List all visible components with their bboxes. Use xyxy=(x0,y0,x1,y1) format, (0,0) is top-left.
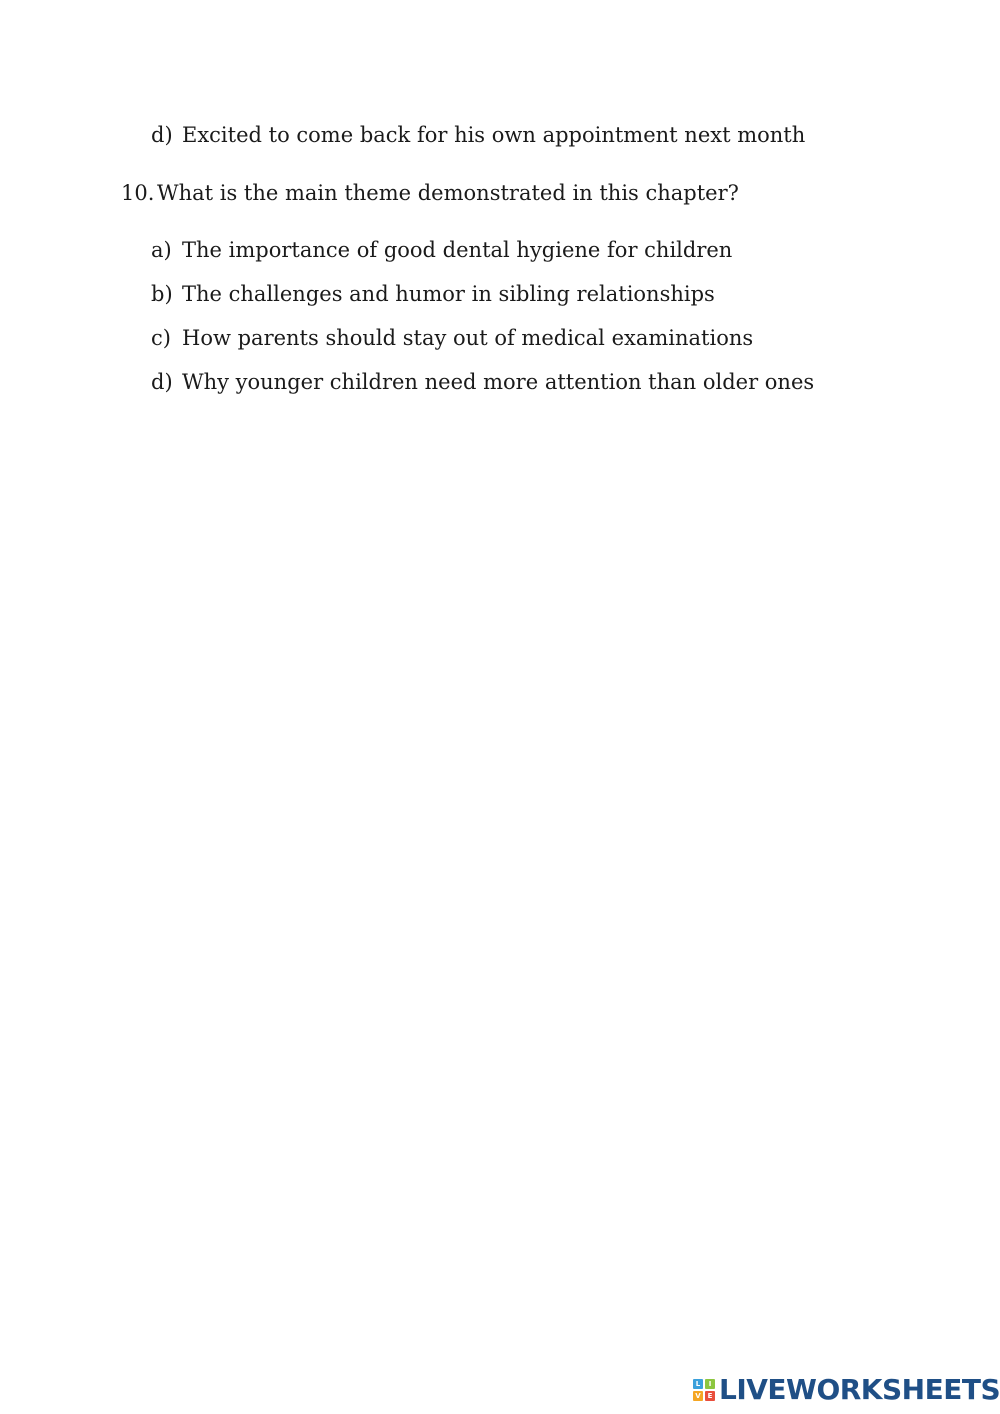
option-10d[interactable] xyxy=(151,368,814,396)
option-letter: b) xyxy=(151,282,173,306)
logo-tile-l: L xyxy=(693,1379,703,1389)
option-text: How parents should stay out of medical examinations xyxy=(182,326,754,350)
option-letter: c) xyxy=(151,326,171,350)
question-text: What is the main theme demonstrated in this chapter? xyxy=(157,181,739,205)
option-10b[interactable] xyxy=(151,280,715,308)
question-number: 10. xyxy=(121,181,155,205)
liveworksheets-logo xyxy=(693,1375,1000,1405)
logo-tile-e: E xyxy=(705,1391,715,1401)
question-10 xyxy=(121,179,739,207)
logo-text: LIVEWORKSHEETS xyxy=(719,1373,1000,1406)
logo-tile-i: I xyxy=(705,1379,715,1389)
option-letter: d) xyxy=(151,123,173,147)
logo-tile-v: V xyxy=(693,1391,703,1401)
option-9d[interactable] xyxy=(151,121,805,149)
option-letter: a) xyxy=(151,238,172,262)
option-text: Excited to come back for his own appointment next month xyxy=(182,123,806,147)
option-10c[interactable] xyxy=(151,324,753,352)
option-text: Why younger children need more attention than older ones xyxy=(182,370,815,394)
option-text: The importance of good dental hygiene for children xyxy=(182,238,733,262)
logo-mark-icon xyxy=(693,1379,715,1401)
option-10a[interactable] xyxy=(151,236,732,264)
option-text: The challenges and humor in sibling relationships xyxy=(182,282,715,306)
option-letter: d) xyxy=(151,370,173,394)
